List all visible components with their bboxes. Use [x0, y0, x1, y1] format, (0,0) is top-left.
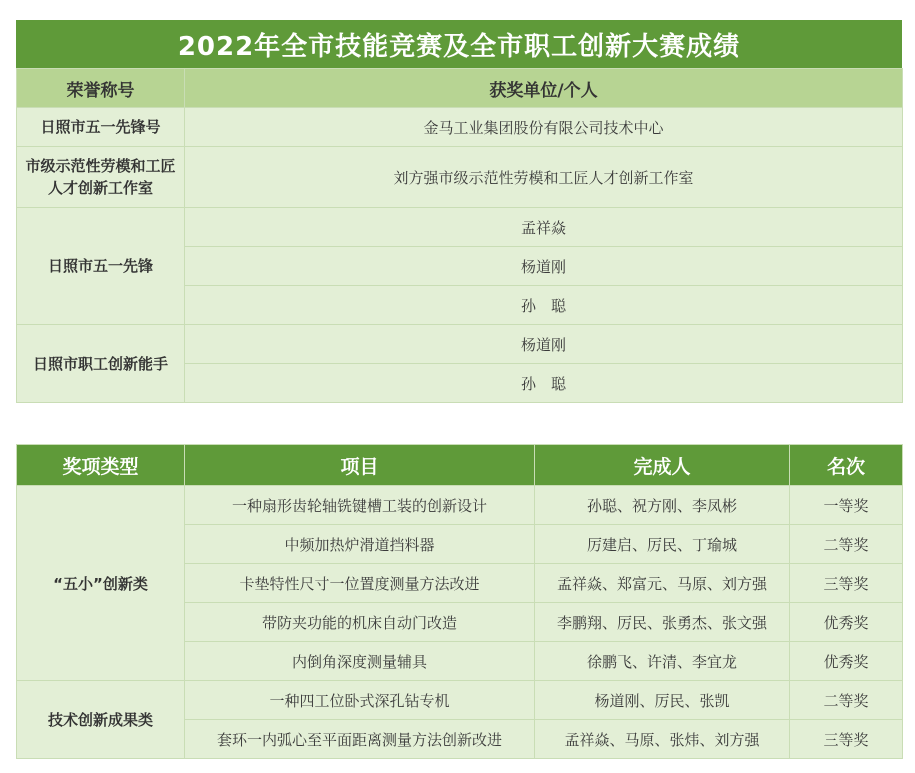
honor-title: 日照市职工创新能手 [17, 325, 185, 403]
honor-recipient: 刘方强市级示范性劳模和工匠人才创新工作室 [185, 147, 903, 208]
honor-title-line: 市级示范性劳模和工匠 [25, 157, 176, 175]
honor-recipient: 孟祥焱 [185, 208, 903, 247]
award-rank: 一等奖 [790, 486, 903, 525]
team-members: 杨道刚、厉民、张凯 [535, 681, 790, 720]
award-rank: 优秀奖 [790, 642, 903, 681]
page-title: 2022年全市技能竞赛及全市职工创新大赛成绩 [16, 20, 902, 68]
award-rank: 优秀奖 [790, 603, 903, 642]
honor-title-line: 人才创新工作室 [47, 179, 153, 197]
table-row [17, 208, 903, 247]
award-rank: 二等奖 [790, 681, 903, 720]
project-name: 套环一内弧心至平面距离测量方法创新改进 [185, 720, 535, 759]
project-name: 卡垫特性尺寸一位置度测量方法改进 [185, 564, 535, 603]
table-row [17, 681, 903, 720]
honor-recipient: 孙 聪 [185, 364, 903, 403]
table-row [17, 108, 903, 147]
award-category: 技术创新成果类 [17, 681, 185, 759]
project-name: 中频加热炉滑道挡料器 [185, 525, 535, 564]
honor-recipient: 金马工业集团股份有限公司技术中心 [185, 108, 903, 147]
table-row [17, 147, 903, 208]
honor-recipient: 杨道刚 [185, 247, 903, 286]
table-row [17, 325, 903, 364]
award-category: “五小”创新类 [17, 486, 185, 681]
honor-title [17, 147, 185, 208]
award-rank: 二等奖 [790, 525, 903, 564]
table-header-row [17, 69, 903, 108]
column-header: 名次 [790, 445, 903, 486]
team-members: 孙聪、祝方刚、李凤彬 [535, 486, 790, 525]
column-header: 完成人 [535, 445, 790, 486]
team-members: 厉建启、厉民、丁瑜城 [535, 525, 790, 564]
honor-title: 日照市五一先锋 [17, 208, 185, 325]
honor-recipient: 孙 聪 [185, 286, 903, 325]
table-header-row [17, 445, 903, 486]
table-row [17, 486, 903, 525]
column-header: 获奖单位/个人 [185, 69, 903, 108]
honor-title: 日照市五一先锋号 [17, 108, 185, 147]
project-name: 一种扇形齿轮轴铣键槽工装的创新设计 [185, 486, 535, 525]
award-rank: 三等奖 [790, 564, 903, 603]
honor-recipient: 杨道刚 [185, 325, 903, 364]
award-rank: 三等奖 [790, 720, 903, 759]
honor-table [16, 68, 903, 403]
team-members: 孟祥焱、郑富元、马原、刘方强 [535, 564, 790, 603]
project-name: 内倒角深度测量辅具 [185, 642, 535, 681]
column-header: 项目 [185, 445, 535, 486]
team-members: 徐鹏飞、许清、李宜龙 [535, 642, 790, 681]
team-members: 孟祥焱、马原、张炜、刘方强 [535, 720, 790, 759]
column-header: 荣誉称号 [17, 69, 185, 108]
award-table [16, 444, 903, 759]
project-name: 一种四工位卧式深孔钻专机 [185, 681, 535, 720]
team-members: 李鹏翔、厉民、张勇杰、张文强 [535, 603, 790, 642]
project-name: 带防夹功能的机床自动门改造 [185, 603, 535, 642]
column-header: 奖项类型 [17, 445, 185, 486]
